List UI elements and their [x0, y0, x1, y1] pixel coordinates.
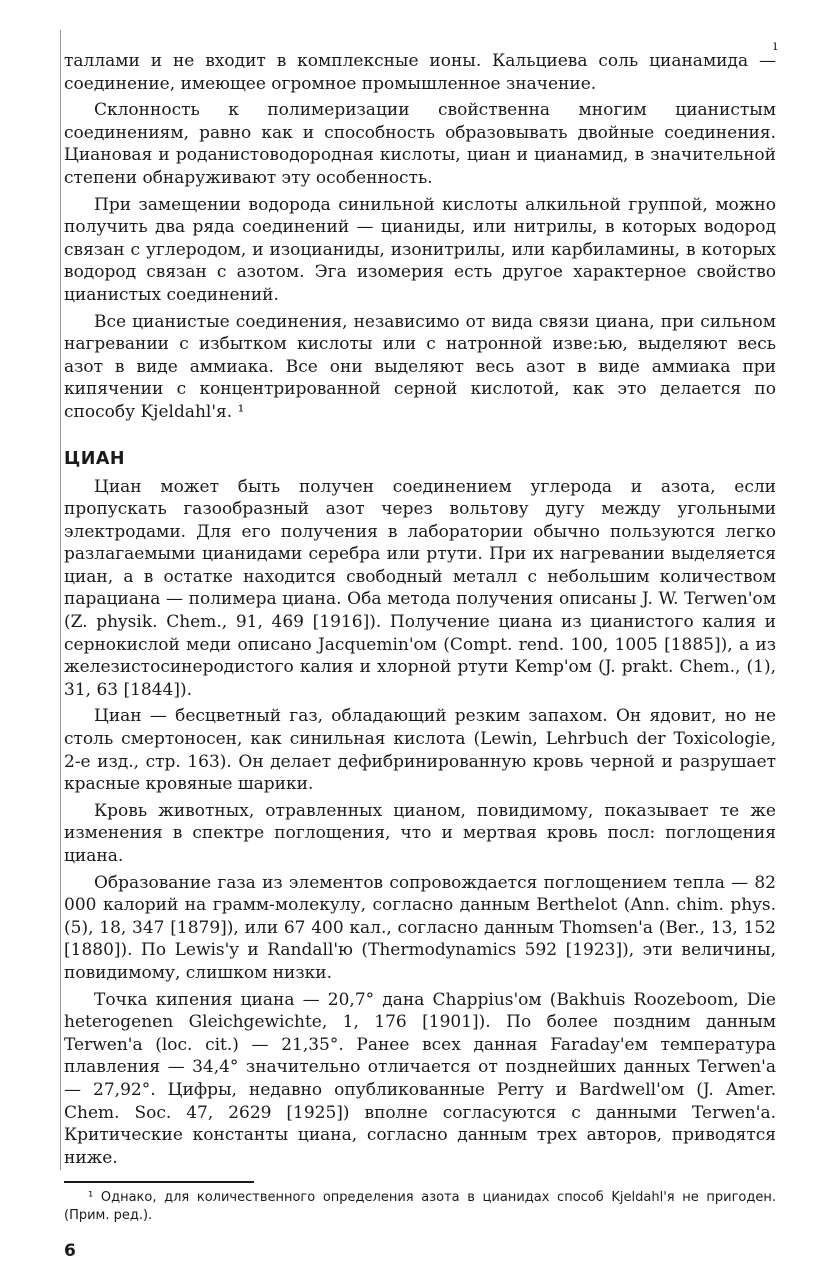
section-title: ЦИАН	[64, 448, 126, 469]
paragraph-section-1: Циан может быть получен соединением углерода и азота, если пропускать газообразный азот через вольтову дугу между угольными электродами. Для его получения в лаборатории обычно пользуются легко разлагаемыми цианидами серебра или ртути. При их нагревании выделяется циан, а в остатке находится свободный металл с небольшим количеством парациана — полимера циана. Оба метода получения описаны J. W. Terwen'ом (Z. physik. Chem., 91, 469 [1916]). Получение циана из цианистого калия и сернокислой меди описано Jacquemin'ом (Compt. rend. 100, 1005 [1885]), а из железистосинеродистого калия и хлорной ртути Kemp'ом (J. prakt. Chem., (1), 31, 63 [1844]).	[64, 476, 776, 700]
footnote-rule	[64, 1181, 254, 1183]
page-body	[64, 50, 776, 1261]
corner-mark: ı	[773, 38, 778, 54]
paragraph-intro-3: При замещении водорода синильной кислоты алкильной группой, можно получить два ряда соединений — цианиды, или нитрилы, в которых водород связан с углеродом, и изоцианиды, изонитрилы, или карбиламины, в которых водород связан с азотом. Эга изомерия есть другое характерное свойство цианистых соединений.	[64, 194, 776, 305]
paragraph-intro-1: таллами и не входит в комплексные ионы. Кальциева соль цианамида — соединение, имеющее огромное промышленное значение.	[64, 51, 776, 94]
paragraph-section-2: Циан — бесцветный газ, обладающий резким запахом. Он ядовит, но не столь смертоносен, как синильная кислота (Lewin, Lehrbuch der Toxicologie, 2-е изд., стр. 163). Он делает дефибринированную кровь черной и разрушает красные кровяные шарики.	[64, 706, 776, 795]
page-number: 6	[64, 1241, 76, 1261]
binding-line	[60, 30, 61, 1170]
paragraph-section-4: Образование газа из элементов сопровождается поглощением тепла — 82 000 калорий на грамм-молекулу, согласно данным Berthelot (Ann. chim. phys. (5), 18, 347 [1879]), или 67 400 кал., согласно данным Thomsen'a (Ber., 13, 152 [1880]). По Lewis'y и Randall'ю (Thermodynamics 592 [1923]), эти величины, повидимому, слишком низки.	[64, 872, 776, 983]
paragraph-intro-4: Все цианистые соединения, независимо от вида связи циана, при сильном нагревании с избытком кислоты или с натронной изве:ью, выделяют весь азот в виде аммиака. Все они выделяют весь азот в виде аммиака при кипячении с концентрированной серной кислотой, как это делается по способу Kjeldahl'я. ¹	[64, 311, 776, 422]
paragraph-section-3: Кровь животных, отравленных цианом, повидимому, показывает те же изменения в спектре поглощения, что и мертвая кровь посл: поглощения циана.	[64, 800, 776, 866]
paragraph-intro-2: Склонность к полимеризации свойственна многим цианистым соединениям, равно как и способность образовывать двойные соединения. Циановая и роданистоводородная кислоты, циан и цианамид, в значительной степени обнаруживают эту особенность.	[64, 100, 776, 188]
footnote: ¹ Однако, для количественного определения азота в цианидах способ Kjeldahl'я не пригоден. (Прим. ред.).	[64, 1190, 776, 1224]
paragraph-section-5: Точка кипения циана — 20,7° дана Chappius'ом (Bakhuis Roozeboom, Die heterogenen Gleichgewichte, 1, 176 [1901]). По более поздним данным Terwen'a (loc. cit.) — 21,35°. Ранее всех данная Faraday'ем температура плавления — 34,4° значительно отличается от позднейших данных Terwen'a — 27,92°. Цифры, недавно опубликованные Perry и Bardwell'ом (J. Amer. Chem. Soc. 47, 2629 [1925]) вполне согласуются с данными Terwen'a. Критические константы циана, согласно данным трех авторов, приводятся ниже.	[64, 989, 776, 1168]
